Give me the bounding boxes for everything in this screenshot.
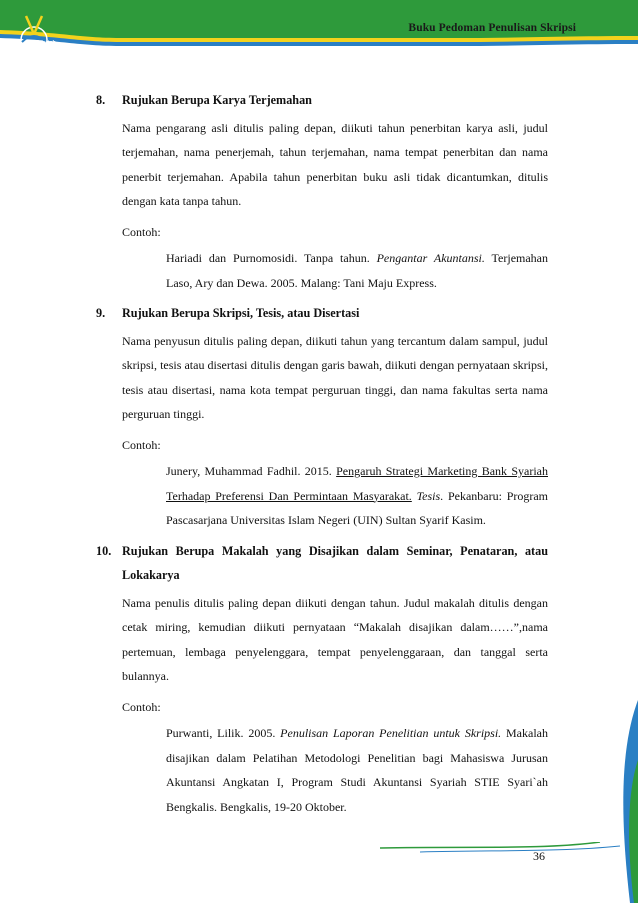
contoh-label: Contoh: [122, 224, 161, 239]
example-underlined-title: Pengaruh Strategi Marketing Bank Syariah Terhadap Preferensi Dan Permintaan Masyarakat. [166, 464, 548, 503]
section-title: Rujukan Berupa Karya Terjemahan [122, 93, 312, 107]
example-citation [166, 721, 548, 819]
section-paragraph: Nama penulis ditulis paling depan diikuti dengan tahun. Judul makalah ditulis dengan cetak miring, kemudian diikuti pernyataan “Makalah disajikan dalam……”,nama pertemuan, lembaga penyelenggara, tempat penyelenggaraan, dan tanggal serta bulannya. [122, 595, 548, 683]
section-heading [96, 301, 548, 326]
header-title: Buku Pedoman Penulisan Skripsi [408, 22, 576, 34]
contoh-label: Contoh: [122, 699, 161, 714]
section-number: 10. [96, 543, 112, 558]
section-9 [96, 301, 548, 533]
page-content [96, 88, 548, 819]
section-heading [96, 539, 548, 588]
contoh-label: Contoh: [122, 437, 161, 452]
page-number: 36 [533, 849, 545, 863]
example-citation [166, 246, 548, 295]
example-italic-title: Pengantar Akuntansi. [376, 251, 485, 265]
example-text: Makalah disajikan dalam Pelatihan Metodologi Penelitian bagi Mahasiswa Jurusan Akuntansi Angkatan I, Program Studi Akuntansi Syariah STIE Syari`ah Bengkalis. Bengkalis, 19-20 Oktober. [166, 726, 548, 814]
example-text: Purwanti, Lilik. 2005. [166, 726, 281, 740]
section-number: 9. [96, 306, 106, 320]
section-number: 8. [96, 93, 106, 107]
example-text: Junery, Muhammad Fadhil. 2015. [166, 464, 337, 478]
section-title: Rujukan Berupa Makalah yang Disajikan dalam Seminar, Penataran, atau Lokakarya [122, 543, 548, 582]
example-text: . Pekanbaru: Program Pascasarjana Universitas Islam Negeri (UIN) Sultan Syarif Kasim. [166, 488, 549, 527]
example-text: Hariadi dan Purnomosidi. Tanpa tahun. [166, 251, 377, 265]
logo-text: Syariah [36, 40, 56, 46]
section-title: Rujukan Berupa Skripsi, Tesis, atau Disertasi [122, 306, 360, 320]
right-decoration [578, 0, 638, 903]
section-paragraph: Nama pengarang asli ditulis paling depan, diikuti tahun penerbitan karya asli, judul terjemahan, nama penerjemah, tahun terjemahan, nama tempat penerbitan dan nama penerbit terjemahan. Apabila tahun penerbitan buku asli tidak dicantumkan, ditulis dengan kata tanpa tahun. [122, 120, 548, 208]
section-10 [96, 539, 548, 820]
section-paragraph: Nama penyusun ditulis paling depan, diikuti tahun yang tercantum dalam sampul, judul skripsi, tesis atau disertasi ditulis dengan garis bawah, diikuti dengan pernyataan skripsi, tesis atau disertasi, nama kota tempat perguruan tinggi, dan nama fakultas serta nama perguruan tinggi. [122, 333, 548, 421]
example-italic-type: Tesis [416, 488, 441, 503]
section-heading [96, 88, 548, 113]
example-citation [166, 459, 548, 533]
example-text: Terjemahan Laso, Ary dan Dewa. 2005. Malang: Tani Maju Express. [166, 251, 549, 290]
section-8 [96, 88, 548, 295]
syariah-logo-icon [14, 12, 54, 62]
example-italic-title: Penulisan Laporan Penelitian untuk Skripsi. [280, 726, 502, 740]
